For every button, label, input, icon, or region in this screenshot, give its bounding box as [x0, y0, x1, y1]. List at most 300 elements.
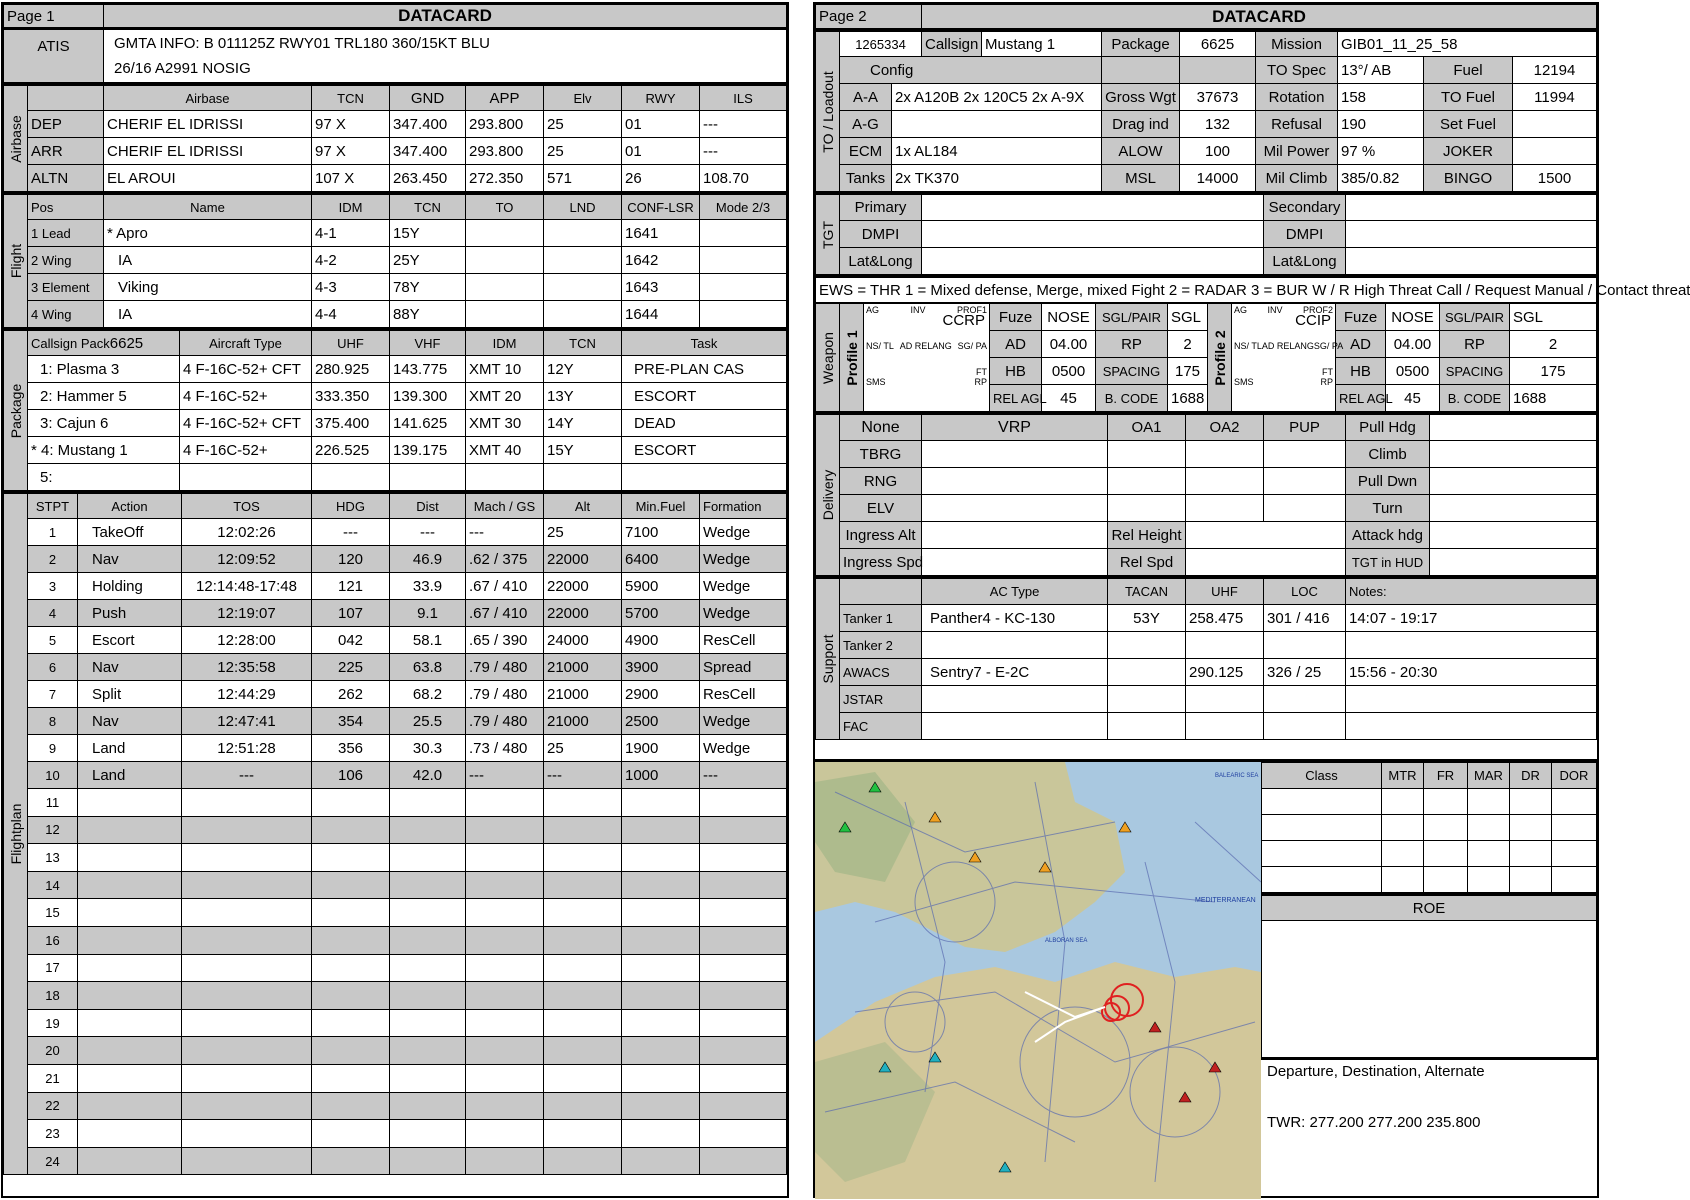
msl-label: MSL	[1102, 165, 1180, 192]
delivery-table	[815, 412, 1597, 576]
stpt-number: 24	[28, 1147, 78, 1175]
page-label: Page 1	[4, 5, 104, 29]
table-cell	[312, 1147, 390, 1175]
table-cell	[1424, 841, 1468, 867]
table-cell: ---	[312, 519, 390, 546]
bcode-2-label: B. CODE	[1440, 385, 1510, 412]
stpt-number: 1	[28, 519, 78, 546]
table-cell: ---	[466, 762, 544, 789]
bcode-1-value: 1688	[1168, 385, 1208, 412]
table-cell: 263.450	[390, 165, 466, 192]
hb-1-value: 0500	[1042, 358, 1096, 385]
table-cell: 46.9	[390, 546, 466, 573]
primary-dmpi-label: DMPI	[840, 221, 922, 248]
column-header: VHF	[390, 330, 466, 356]
row-label: AWACS	[840, 659, 922, 686]
table-cell	[182, 816, 312, 844]
table-cell: 121	[312, 573, 390, 600]
turn-label: Turn	[1346, 495, 1430, 522]
table-cell: 53Y	[1108, 605, 1186, 632]
ag-label: A-G	[840, 111, 892, 138]
table-cell: Push	[78, 600, 182, 627]
config-label: Config	[840, 57, 1102, 84]
table-cell	[78, 1037, 182, 1065]
class-table	[1261, 762, 1597, 893]
table-cell: 5700	[622, 600, 700, 627]
table-cell: 139.175	[390, 437, 466, 464]
support-table	[815, 576, 1597, 740]
flightplan-row	[4, 573, 787, 600]
table-cell: 280.925	[312, 356, 390, 383]
table-cell	[78, 1009, 182, 1037]
tanks-value: 2x TK370	[892, 165, 1102, 192]
table-cell	[544, 926, 622, 954]
bingo-label: BINGO	[1424, 165, 1513, 192]
table-cell: 354	[312, 708, 390, 735]
atis-line-2: 26/16 A2991 NOSIG	[114, 60, 251, 77]
flightplan-row	[4, 600, 787, 627]
page1-header	[3, 4, 787, 83]
roe-table	[1261, 893, 1597, 1058]
table-cell: ResCell	[700, 681, 787, 708]
table-cell	[466, 816, 544, 844]
table-cell	[1262, 815, 1382, 841]
table-cell: 333.350	[312, 383, 390, 410]
table-cell	[1552, 867, 1597, 893]
table-cell: Nav	[78, 708, 182, 735]
table-cell: .79 / 480	[466, 681, 544, 708]
secondary-value	[1346, 194, 1597, 221]
table-cell: 78Y	[390, 274, 466, 301]
prof2-sg: SG/ PA	[1313, 341, 1344, 351]
stpt-number: 4	[28, 600, 78, 627]
stpt-number: 22	[28, 1092, 78, 1120]
table-cell: 2500	[622, 708, 700, 735]
table-cell: 258.475	[1186, 605, 1264, 632]
table-cell	[312, 954, 390, 982]
table-cell: 1643	[622, 274, 700, 301]
table-cell: 347.400	[390, 111, 466, 138]
stpt-number: 13	[28, 844, 78, 872]
flightplan-header-row	[4, 493, 787, 519]
table-cell	[1346, 632, 1597, 659]
table-cell	[1552, 815, 1597, 841]
table-cell	[182, 1064, 312, 1092]
table-cell: Panther4 - KC-130	[922, 605, 1108, 632]
table-cell	[466, 871, 544, 899]
table-cell	[544, 1064, 622, 1092]
flightplan-row	[4, 816, 787, 844]
column-header: Airbase	[104, 85, 312, 111]
ag-value	[892, 111, 1102, 138]
table-cell: 14:07 - 19:17	[1346, 605, 1597, 632]
table-cell	[622, 1064, 700, 1092]
table-cell: PRE-PLAN CAS	[622, 356, 787, 383]
table-cell	[78, 1064, 182, 1092]
prof1-rp: RP	[974, 377, 987, 387]
prof1-inv: INV	[910, 305, 926, 315]
bottom-area	[815, 759, 1597, 1199]
table-cell	[1510, 867, 1552, 893]
roe-value	[1262, 921, 1597, 1058]
row-label: * 4: Mustang 1	[28, 437, 180, 464]
dda-label: Departure, Destination, Alternate	[1267, 1063, 1485, 1080]
table-cell: 4900	[622, 627, 700, 654]
table-cell	[390, 1064, 466, 1092]
table-cell	[312, 982, 390, 1010]
callsign-pack-label: Callsign Pack	[31, 335, 110, 351]
table-cell	[700, 789, 787, 817]
table-cell: .73 / 480	[466, 735, 544, 762]
table-cell	[1264, 632, 1346, 659]
support-header-row	[816, 578, 1597, 605]
table-cell	[700, 1092, 787, 1120]
package-header-row	[4, 330, 787, 356]
relagl-2-label: REL AGL	[1336, 385, 1386, 412]
table-cell: Sentry7 - E-2C	[922, 659, 1108, 686]
rp-1-label: RP	[1096, 331, 1168, 358]
stpt-number: 10	[28, 762, 78, 789]
flightplan-row	[4, 1092, 787, 1120]
table-cell: IA	[104, 247, 312, 274]
flightplan-row	[4, 681, 787, 708]
table-cell: 042	[312, 627, 390, 654]
table-cell: 272.350	[466, 165, 544, 192]
flight-row	[4, 301, 787, 328]
table-cell	[1346, 686, 1597, 713]
table-cell	[544, 1009, 622, 1037]
table-cell: 107	[312, 600, 390, 627]
table-cell: 4 F-16C-52+	[180, 437, 312, 464]
atis-label: ATIS	[4, 29, 104, 83]
airbase-row	[4, 165, 787, 192]
pull-hdg-label: Pull Hdg	[1346, 414, 1430, 441]
table-cell: ESCORT	[622, 437, 787, 464]
table-cell: 1642	[622, 247, 700, 274]
table-cell	[700, 1120, 787, 1148]
table-cell: Nav	[78, 546, 182, 573]
mil-power-value: 97 %	[1338, 138, 1424, 165]
fuze-1-label: Fuze	[990, 304, 1042, 331]
row-label: 5:	[28, 464, 180, 491]
package-row	[4, 383, 787, 410]
prof2-sms: SMS	[1234, 377, 1254, 387]
table-cell: 22000	[544, 600, 622, 627]
flight-row	[4, 220, 787, 247]
table-cell: XMT 30	[466, 410, 544, 437]
datacard-page-1	[1, 2, 789, 1198]
tgt-in-hud-label: TGT in HUD	[1346, 549, 1430, 576]
table-cell	[700, 871, 787, 899]
prof1-ns: NS/ TL	[866, 341, 894, 351]
page-title: DATACARD	[104, 5, 787, 29]
column-header: Alt	[544, 493, 622, 519]
hb-2-label: HB	[1336, 358, 1386, 385]
support-row	[816, 632, 1597, 659]
column-header: TOS	[182, 493, 312, 519]
stpt-number: 11	[28, 789, 78, 817]
table-cell	[1468, 815, 1510, 841]
column-header: ILS	[700, 85, 787, 111]
table-cell	[1346, 713, 1597, 740]
table-cell: 3900	[622, 654, 700, 681]
table-cell	[1108, 632, 1186, 659]
column-header: RWY	[622, 85, 700, 111]
table-cell	[180, 464, 312, 491]
table-cell: 225	[312, 654, 390, 681]
target-table	[815, 192, 1597, 275]
table-cell	[182, 982, 312, 1010]
row-label: 1: Plasma 3	[28, 356, 180, 383]
table-cell: 12:09:52	[182, 546, 312, 573]
table-cell	[78, 844, 182, 872]
row-label: FAC	[840, 713, 922, 740]
table-cell	[1264, 686, 1346, 713]
table-cell	[1186, 713, 1264, 740]
table-cell	[1264, 713, 1346, 740]
situation-map[interactable]	[815, 762, 1261, 1199]
hb-1-label: HB	[990, 358, 1042, 385]
table-cell	[390, 954, 466, 982]
table-cell: 4 F-16C-52+ CFT	[180, 410, 312, 437]
stpt-number: 9	[28, 735, 78, 762]
table-cell: Escort	[78, 627, 182, 654]
table-cell	[182, 954, 312, 982]
stpt-number: 15	[28, 899, 78, 927]
page-title: DATACARD	[922, 5, 1597, 29]
table-cell	[1468, 789, 1510, 815]
table-cell: 2900	[622, 681, 700, 708]
to-fuel-value: 11994	[1512, 84, 1596, 111]
table-cell	[544, 816, 622, 844]
row-label: Tanker 2	[840, 632, 922, 659]
table-cell	[78, 954, 182, 982]
column-header: Class	[1262, 763, 1382, 789]
stpt-number: 19	[28, 1009, 78, 1037]
loadout-side-label: TO / Loadout	[816, 31, 840, 192]
table-cell	[312, 1120, 390, 1148]
table-cell	[390, 816, 466, 844]
table-cell	[544, 220, 622, 247]
table-cell	[312, 899, 390, 927]
callsign-label: Callsign	[922, 31, 982, 57]
profile-2-mode: CCIP	[1295, 312, 1331, 329]
table-cell: 120	[312, 546, 390, 573]
column-header: Notes:	[1346, 578, 1597, 605]
package-row	[4, 410, 787, 437]
ingress-spd-label: Ingress Spd	[840, 549, 922, 576]
table-cell: 571	[544, 165, 622, 192]
ews-table	[815, 275, 1690, 303]
table-cell: XMT 20	[466, 383, 544, 410]
table-cell	[390, 926, 466, 954]
table-cell: Viking	[104, 274, 312, 301]
table-cell	[78, 871, 182, 899]
stpt-number: 5	[28, 627, 78, 654]
alow-label: ALOW	[1102, 138, 1180, 165]
table-cell	[700, 844, 787, 872]
flightplan-row	[4, 735, 787, 762]
flightplan-row	[4, 1009, 787, 1037]
table-cell	[466, 274, 544, 301]
flight-row	[4, 247, 787, 274]
table-cell: 139.300	[390, 383, 466, 410]
table-cell: EL AROUI	[104, 165, 312, 192]
row-label: 4 Wing	[28, 301, 104, 328]
table-cell	[700, 1064, 787, 1092]
class-row	[1262, 867, 1597, 893]
table-cell	[922, 686, 1108, 713]
table-cell	[390, 464, 466, 491]
profile-1-display	[864, 304, 990, 412]
dda-box	[1261, 1058, 1597, 1198]
rotation-value: 158	[1338, 84, 1424, 111]
support-side-label: Support	[816, 578, 840, 740]
table-cell	[182, 899, 312, 927]
table-cell	[1552, 789, 1597, 815]
column-header: UHF	[312, 330, 390, 356]
airbase-header-row	[4, 85, 787, 111]
table-cell: 25	[544, 138, 622, 165]
table-cell	[700, 1009, 787, 1037]
column-header	[28, 85, 104, 111]
table-cell	[700, 220, 787, 247]
table-cell: 1644	[622, 301, 700, 328]
table-cell	[544, 899, 622, 927]
climb-label: Climb	[1346, 441, 1430, 468]
table-cell: 15Y	[390, 220, 466, 247]
table-cell	[78, 816, 182, 844]
table-cell: 01	[622, 111, 700, 138]
class-header-row	[1262, 763, 1597, 789]
table-cell	[1262, 789, 1382, 815]
table-cell	[544, 301, 622, 328]
table-cell: 4-1	[312, 220, 390, 247]
rel-spd-label: Rel Spd	[1108, 549, 1186, 576]
flight-table	[3, 192, 787, 328]
aa-label: A-A	[840, 84, 892, 111]
table-cell	[544, 1147, 622, 1175]
package-row	[4, 356, 787, 383]
table-cell: 12:51:28	[182, 735, 312, 762]
class-row	[1262, 815, 1597, 841]
table-cell	[1262, 841, 1382, 867]
ad-2-label: AD	[1336, 331, 1386, 358]
table-cell: 21000	[544, 654, 622, 681]
table-cell	[1186, 632, 1264, 659]
table-cell: 97 X	[312, 111, 390, 138]
table-cell	[700, 1147, 787, 1175]
table-cell	[78, 789, 182, 817]
weapon-side-label: Weapon	[816, 304, 840, 412]
prof2-tag: PROF2	[1302, 305, 1333, 315]
table-cell: ---	[700, 762, 787, 789]
table-cell	[544, 982, 622, 1010]
column-header: UHF	[1186, 578, 1264, 605]
table-cell	[182, 1120, 312, 1148]
table-cell: CHERIF EL IDRISSI	[104, 138, 312, 165]
airbase-row	[4, 138, 787, 165]
fuel-value: 12194	[1512, 57, 1596, 84]
table-cell: 262	[312, 681, 390, 708]
flightplan-row	[4, 926, 787, 954]
flightplan-row	[4, 899, 787, 927]
page-label: Page 2	[816, 5, 922, 29]
stpt-number: 6	[28, 654, 78, 681]
table-cell: 25	[544, 111, 622, 138]
support-row	[816, 713, 1597, 740]
rp-1-value: 2	[1168, 331, 1208, 358]
column-header: Pos	[28, 194, 104, 220]
airbase-table	[3, 83, 787, 192]
table-cell: 68.2	[390, 681, 466, 708]
relagl-2-value: 45	[1386, 385, 1440, 412]
flightplan-row	[4, 708, 787, 735]
spacing-2-value: 175	[1510, 358, 1597, 385]
stpt-number: 12	[28, 816, 78, 844]
none-label: None	[840, 414, 922, 441]
rotation-label: Rotation	[1256, 84, 1338, 111]
ad-2-value: 04.00	[1386, 331, 1440, 358]
prof1-ad: AD RELANG	[899, 341, 952, 351]
column-header: MAR	[1468, 763, 1510, 789]
stpt-number: 20	[28, 1037, 78, 1065]
stpt-number: 23	[28, 1120, 78, 1148]
table-cell	[544, 1120, 622, 1148]
table-cell: 21000	[544, 708, 622, 735]
mil-climb-label: Mil Climb	[1256, 165, 1338, 192]
table-cell	[312, 1009, 390, 1037]
ad-1-label: AD	[990, 331, 1042, 358]
table-cell	[1510, 841, 1552, 867]
table-cell	[466, 464, 544, 491]
table-cell: 5900	[622, 573, 700, 600]
elv-label: ELV	[840, 495, 922, 522]
table-cell: .62 / 375	[466, 546, 544, 573]
ews-text: EWS = THR 1 = Mixed defense, Merge, mixed Fight 2 = RADAR 3 = BUR W / R High Threat Call / Request Manual / Contact threat	[816, 277, 1597, 303]
table-cell	[78, 899, 182, 927]
table-cell: 293.800	[466, 138, 544, 165]
table-cell	[312, 844, 390, 872]
ecm-value: 1x AL184	[892, 138, 1102, 165]
table-cell	[466, 926, 544, 954]
table-cell: 375.400	[312, 410, 390, 437]
table-cell: 22000	[544, 546, 622, 573]
tbrg-label: TBRG	[840, 441, 922, 468]
airbase-row	[4, 111, 787, 138]
table-cell	[1510, 789, 1552, 815]
flightplan-row	[4, 954, 787, 982]
row-label: 3: Cajun 6	[28, 410, 180, 437]
attack-hdg-label: Attack hdg	[1346, 522, 1430, 549]
table-cell: XMT 10	[466, 356, 544, 383]
table-cell	[622, 1120, 700, 1148]
gross-wgt-label: Gross Wgt	[1102, 84, 1180, 111]
table-cell: 143.775	[390, 356, 466, 383]
flightplan-side-label: Flightplan	[4, 493, 28, 1175]
table-cell: Wedge	[700, 519, 787, 546]
table-cell: 25	[544, 519, 622, 546]
column-header	[28, 330, 180, 356]
table-cell: 88Y	[390, 301, 466, 328]
table-cell: XMT 40	[466, 437, 544, 464]
table-cell: 356	[312, 735, 390, 762]
table-cell: 97 X	[312, 138, 390, 165]
table-cell	[390, 899, 466, 927]
table-cell	[466, 1120, 544, 1148]
table-cell: 293.800	[466, 111, 544, 138]
table-cell	[544, 871, 622, 899]
